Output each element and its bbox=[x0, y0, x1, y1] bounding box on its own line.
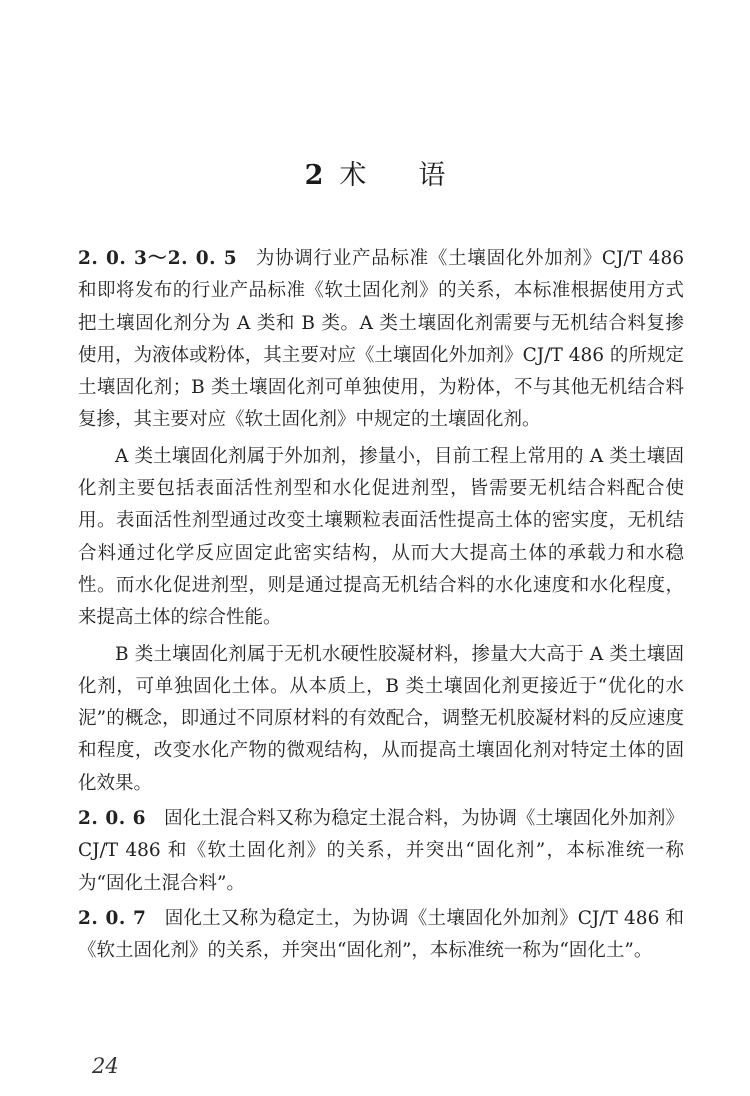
paragraph-text: 固化土混合料又称为稳定土混合料，为协调《土壤固化外加剂》CJ/T 486 和《软土固化剂》的关系，并突出“固化剂”，本标准统一称为“固化土混合料”。 bbox=[78, 808, 684, 894]
paragraph-text: B 类土壤固化剂属于无机水硬性胶凝材料，掺量大大高于 A 类土壤固化剂，可单独固化土体。从本质上，B 类土壤固化剂更接近于“优化的水泥”的概念，即通过不同原材料的有效配合，调整无机胶凝材料的反应速度和程度，改变水化产物的微观结构，从而提高土壤固化剂对特定土体的固化效果。 bbox=[78, 643, 684, 794]
paragraph-text: 固化土又称为稳定土，为协调《土壤固化外加剂》CJ/T 486 和《软土固化剂》的关系，并突出“固化剂”，本标准统一称为“固化土”。 bbox=[78, 907, 684, 962]
paragraph-text: A 类土壤固化剂属于外加剂，掺量小，目前工程上常用的 A 类土壤固化剂主要包括表面活性剂型和水化促进剂型，皆需要无机结合料配合使用。表面活性剂型通过改变土壤颗粒表面活性提高土体的密实度，无机结合料通过化学反应固定此密实结构，从而大大提高土体的承载力和水稳性。而水化促进剂型，则是通过提高无机结合料的水化速度和水化程度，来提高土体的综合性能。 bbox=[78, 445, 684, 629]
paragraph-type-b bbox=[78, 639, 684, 800]
clause-number: 2. 0. 7 bbox=[78, 907, 147, 929]
paragraph-type-a bbox=[78, 441, 684, 635]
page-number: 24 bbox=[92, 1054, 119, 1078]
paragraph-clause-2-0-7 bbox=[78, 903, 684, 968]
paragraph-clause-2-0-3 bbox=[78, 243, 684, 437]
chapter-title-char-2: 语 bbox=[418, 160, 446, 191]
clause-number: 2. 0. 6 bbox=[78, 808, 147, 830]
chapter-title bbox=[0, 156, 750, 196]
chapter-number: 2 bbox=[304, 160, 324, 191]
clause-number: 2. 0. 3～2. 0. 5 bbox=[78, 248, 238, 269]
body-text bbox=[78, 240, 684, 968]
chapter-title-char-1: 术 bbox=[339, 160, 367, 191]
paragraph-clause-2-0-6 bbox=[78, 803, 684, 900]
paragraph-text: 为协调行业产品标准《土壤固化外加剂》CJ/T 486 和即将发布的行业产品标准《软土固化剂》的关系，本标准根据使用方式把土壤固化剂分为 A 类和 B 类。A 类土壤固化剂需要与无机结合料复掺使用，为液体或粉体，其主要对应《土壤固化外加剂》CJ/T 486 的所规定土壤固化剂；B 类土壤固化剂可单独使用，为粉体，不与其他无机结合料复掺，其主要对应《软土固化剂》中规定的土壤固化剂。 bbox=[78, 248, 684, 431]
